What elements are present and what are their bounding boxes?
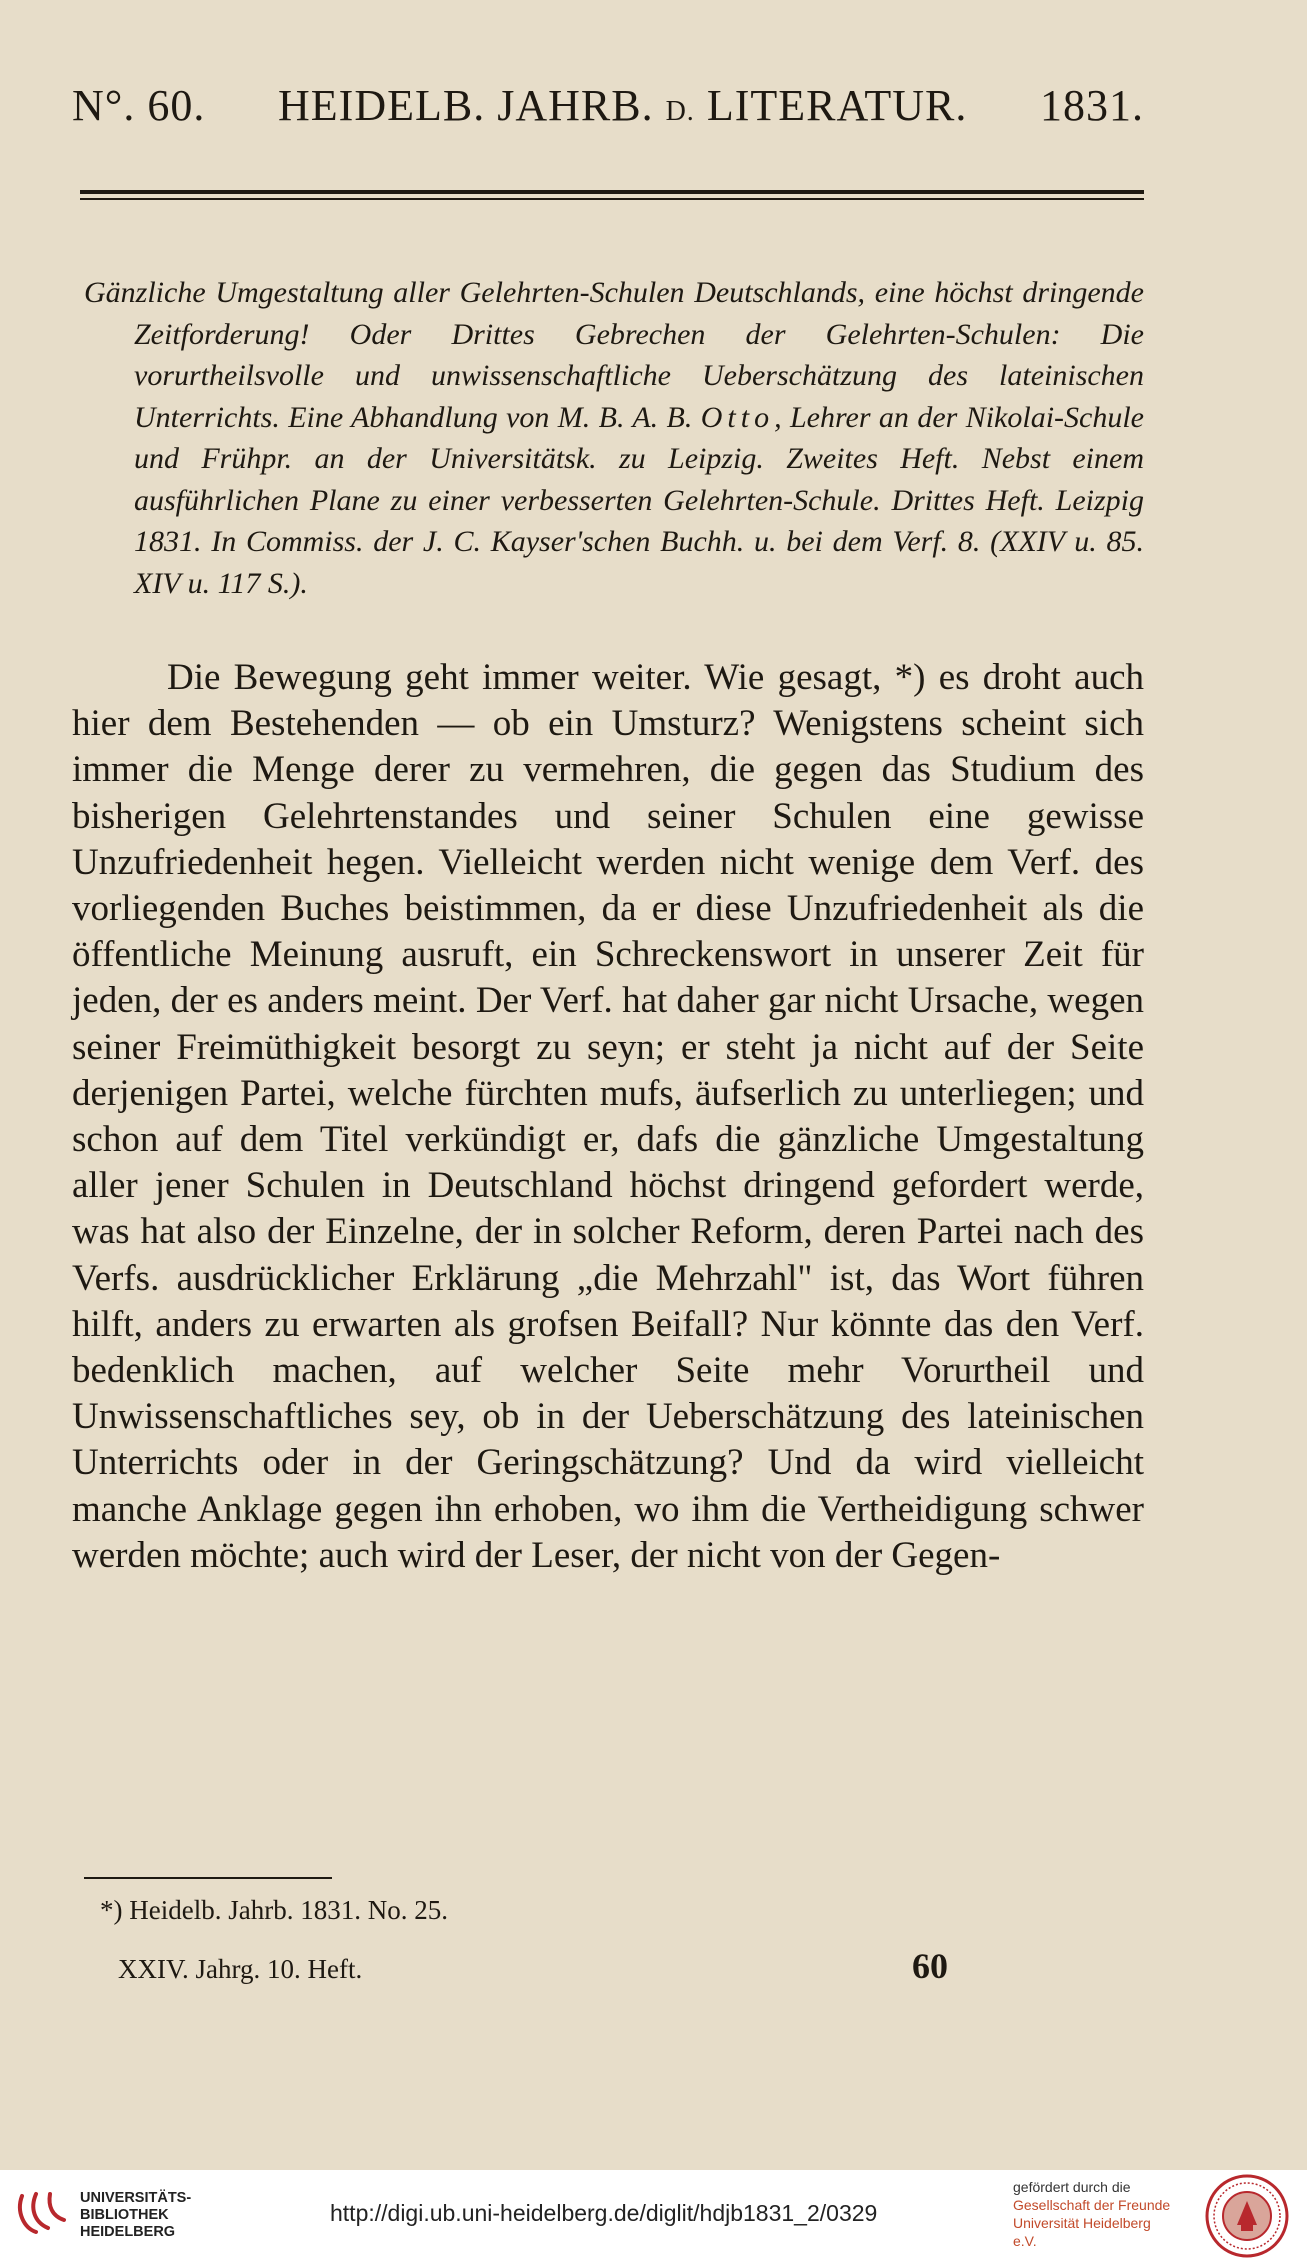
volume-info: XXIV. Jahrg. 10. Heft. (118, 1954, 363, 1984)
author-name: Otto (700, 400, 775, 434)
reviewed-book-title: Gänzliche Umgestaltung aller Gelehrten-Schulen Deutschlands, eine höchst dringende Zeitforderung! Oder Drittes Gebrechen der Gelehrten-Schulen: Die vorurtheilsvolle und unwissenschaftliche Ueberschätzung des lateinischen Unterrichts. Eine Abhandlung von M. B. A. B. Otto, Lehrer an der Nikolai-Schule und Frühpr. an der Universitätsk. zu Leipzig. Zweites Heft. Nebst einem ausführlichen Plane zu einer verbesserten Gelehrten-Schule. Drittes Heft. Leizpig 1831. In Commiss. der J. C. Kayser'schen Buchh. u. bei dem Verf. 8. (XXIV u. 85. XIV u. 117 S.). (84, 276, 1144, 600)
body-paragraph: Die Bewegung geht immer weiter. Wie gesagt, *) es droht auch hier dem Bestehenden — ob ein Umsturz? Wenigstens scheint sich immer die Menge derer zu vermehren, die gegen das Studium des bisherigen Gelehrtenstandes und seiner Schulen eine gewisse Unzufriedenheit hegen. Vielleicht werden nicht wenige dem Verf. des vorliegenden Buches beistimmen, da er diese Unzufriedenheit als die öffentliche Meinung ausruft, ein Schreckenswort in unserer Zeit für jeden, der es anders meint. Der Verf. hat daher gar nicht Ursache, wegen seiner Freimüthigkeit besorgt zu seyn; er steht ja nicht auf der Seite derjenigen Partei, welche fürchten mufs, äufserlich zu unterliegen; und schon auf dem Titel verkündigt er, dafs die gänzliche Umgestaltung aller jener Schulen in Deutschland höchst dringend gefordert werde, was hat also der Einzelne, der in solcher Reform, deren Partei nach des Verfs. ausdrücklicher Erklärung „die Mehrzahl" ist, das Wort führen hilft, anders zu erwarten als grofsen Beifall? Nur könnte das den Verf. bedenklich machen, auf welcher Seite mehr Vorurtheil und Unwissenschaftliches sey, ob in der Ueberschätzung des lateinischen Unterrichts oder in der Geringschätzung? Und da wird vielleicht manche Anklage gegen ihn erhoben, wo ihm die Vertheidigung schwer werden möchte; auch wird der Leser, der nicht von der Gegen- (72, 657, 1144, 1576)
journal-title: HEIDELB. JAHRB. D. LITERATUR. (278, 81, 968, 130)
review-body (72, 655, 1144, 1579)
funding-note: gefördert durch die Gesellschaft der Freunde Universität Heidelberg e.V. (1013, 2179, 1171, 2249)
signature-number: 60 (912, 1946, 948, 1986)
header-year: 1831. (1039, 81, 1144, 130)
ub-heidelberg-logo-icon (14, 2188, 72, 2240)
issue-number: N°. 60. (72, 81, 206, 130)
header-rule-thin (80, 198, 1144, 200)
university-seal-icon (1204, 2173, 1290, 2259)
running-head (72, 80, 1144, 131)
permalink-url[interactable]: http://digi.ub.uni-heidelberg.de/diglit/hdjb1831_2/0329 (330, 2200, 878, 2226)
printer-signature (118, 1945, 948, 1987)
footnote: *) Heidelb. Jahrb. 1831. No. 25. (100, 1895, 448, 1925)
header-rule (80, 190, 1144, 194)
footnote-rule (84, 1877, 332, 1879)
library-name: UNIVERSITÄTS- BIBLIOTHEK HEIDELBERG (80, 2190, 192, 2240)
